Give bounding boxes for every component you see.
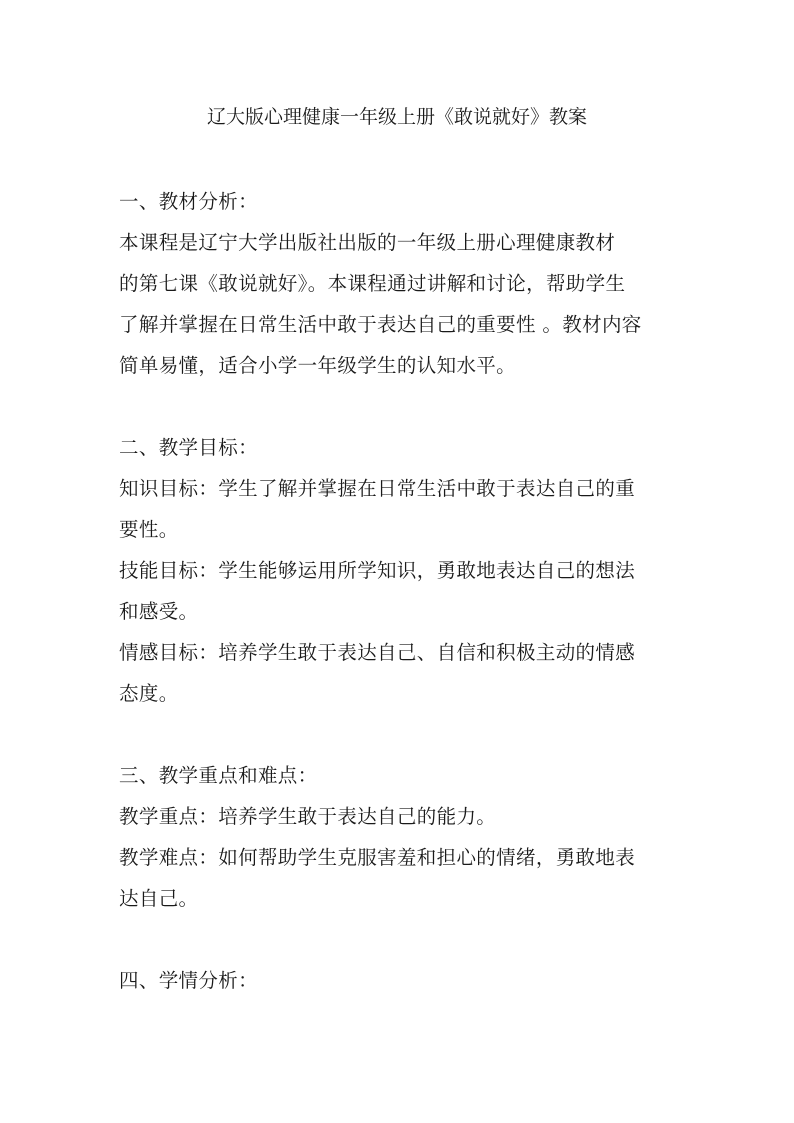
paragraph-line: 技能目标：学生能够运用所学知识，勇敢地表达自己的想法	[119, 559, 636, 582]
paragraph-line: 知识目标：学生了解并掌握在日常生活中敢于表达自己的重	[119, 477, 636, 500]
paragraph-line: 简单易懂，适合小学一年级学生的认知水平。	[119, 354, 517, 377]
paragraph-line: 情感目标：培养学生敢于表达自己、自信和积极主动的情感	[119, 641, 636, 664]
section-spacer	[119, 386, 679, 427]
paragraph-line: 达自己。	[119, 887, 199, 910]
section-heading: 四、学情分析：	[119, 969, 258, 992]
paragraph-line: 和感受。	[119, 600, 199, 623]
paragraph-line: 的第七课《敢说就好》。本课程通过讲解和讨论，帮助学生	[119, 272, 626, 295]
paragraph-line: 本课程是辽宁大学出版社出版的一年级上册心理健康教材	[119, 231, 616, 254]
section-heading: 一、教材分析：	[119, 190, 258, 213]
paragraph-line: 教学难点：如何帮助学生克服害羞和担心的情绪，勇敢地表	[119, 846, 636, 869]
paragraph-line: 态度。	[119, 682, 179, 705]
section-spacer	[119, 714, 679, 755]
section-heading: 三、教学重点和难点：	[119, 764, 318, 787]
section-heading: 二、教学目标：	[119, 436, 258, 459]
paragraph-line: 了解并掌握在日常生活中敢于表达自己的重要性 。教材内容	[119, 313, 642, 336]
paragraph-line: 要性。	[119, 518, 179, 541]
section-spacer	[119, 919, 679, 960]
document-title: 辽大版心理健康一年级上册《敢说就好》教案	[206, 106, 587, 128]
paragraph-line: 教学重点：培养学生敢于表达自己的能力。	[119, 805, 497, 828]
document-body	[119, 181, 679, 1001]
